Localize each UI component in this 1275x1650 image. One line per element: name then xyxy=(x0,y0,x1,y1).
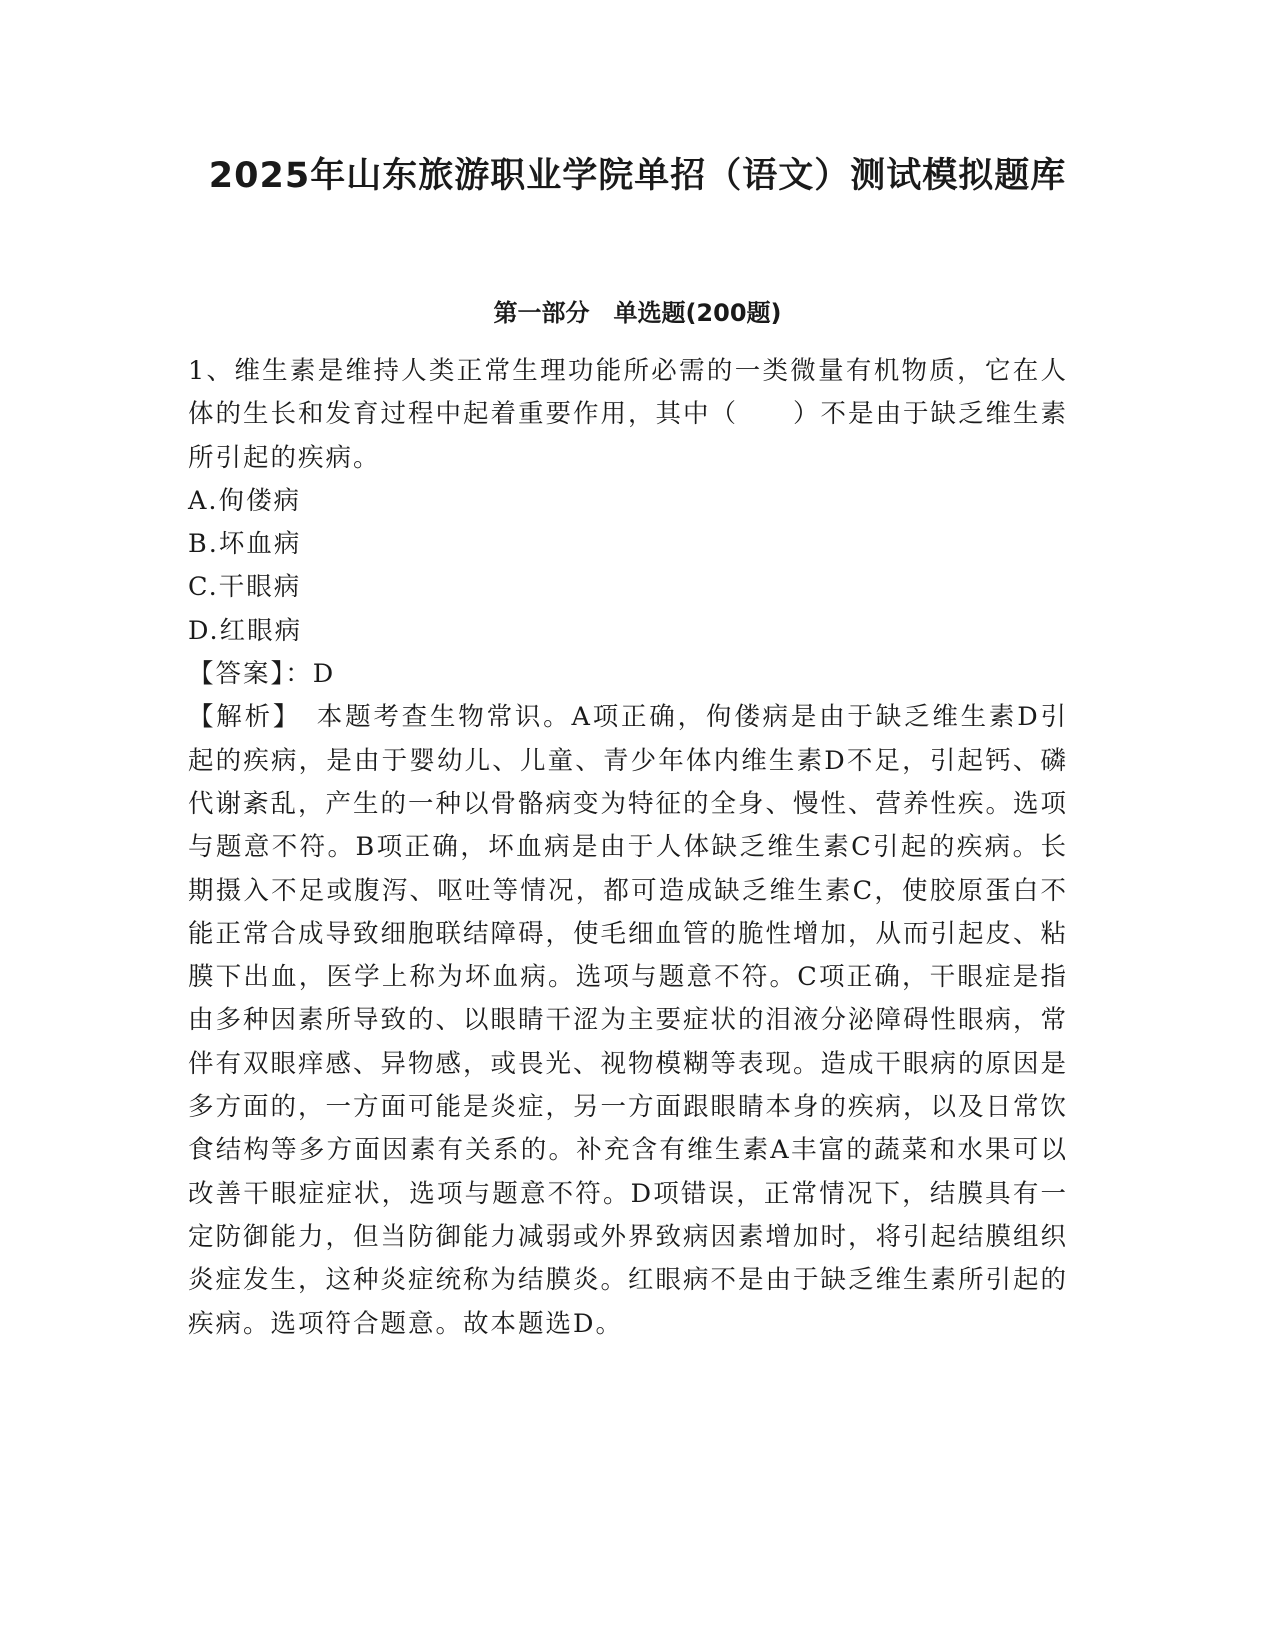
answer-line xyxy=(188,653,1068,696)
analysis-label: 【解析】 xyxy=(188,702,289,733)
answer-value: D xyxy=(312,659,336,690)
analysis xyxy=(188,696,1068,1345)
option-c: C.干眼病 xyxy=(188,572,302,603)
section-heading: 第一部分 单选题(200题) xyxy=(493,299,782,327)
analysis-text: 本题考查生物常识。A项正确，佝偻病是由于缺乏维生素D引起的疾病，是由于婴幼儿、儿童、青少年体内维生素D不足，引起钙、磷代谢紊乱，产生的一种以骨骼病变为特征的全身、慢性、营养性疾。选项与题意不符。B项正确，坏血病是由于人体缺乏维生素C引起的疾病。长期摄入不足或腹泻、呕吐等情况，都可造成缺乏维生素C，使胶原蛋白不能正常合成导致细胞联结障碍，使毛细血管的脆性增加，从而引起皮、粘膜下出血，医学上称为坏血病。选项与题意不符。C项正确，干眼症是指由多种因素所导致的、以眼睛干涩为主要症状的泪液分泌障碍性眼病，常伴有双眼痒感、异物感，或畏光、视物模糊等表现。造成干眼病的原因是多方面的，一方面可能是炎症，另一方面跟眼睛本身的疾病，以及日常饮食结构等多方面因素有关系的。补充含有维生素A丰富的蔬菜和水果可以改善干眼症症状，选项与题意不符。D项错误，正常情况下，结膜具有一定防御能力，但当防御能力减弱或外界致病因素增加时，将引起结膜组织炎症发生，这种炎症统称为结膜炎。红眼病不是由于缺乏维生素所引起的疾病。选项符合题意。故本题选D。 xyxy=(188,702,1069,1339)
question-stem: 1、维生素是维持人类正常生理功能所必需的一类微量有机物质，它在人体的生长和发育过程中起着重要作用，其中（ ）不是由于缺乏维生素所引起的疾病。 xyxy=(188,356,1069,473)
question-block xyxy=(188,350,1068,1346)
option-b: B.坏血病 xyxy=(188,529,302,560)
answer-label: 【答案】： xyxy=(188,659,313,690)
document-title: 2025年山东旅游职业学院单招（语文）测试模拟题库 xyxy=(208,156,1067,196)
option-d: D.红眼病 xyxy=(188,615,303,646)
option-a: A.佝偻病 xyxy=(188,485,302,516)
